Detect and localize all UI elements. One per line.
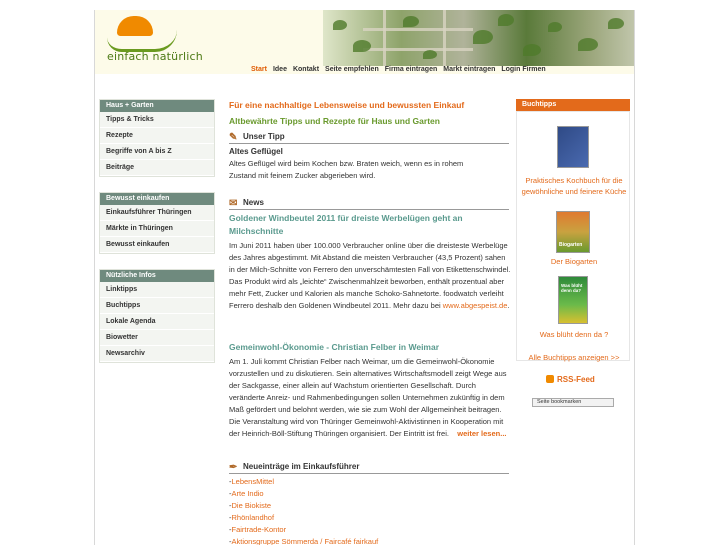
book-caption-kochbuch[interactable]: Praktisches Kochbuch für die gewöhnliche und feinere Küche <box>521 176 627 196</box>
sidebar-item-buchtipps[interactable]: Buchtipps <box>100 298 214 314</box>
logo-swoosh-icon <box>107 30 177 52</box>
book-cover-biogarten[interactable] <box>556 211 590 253</box>
news-icon: ✉ <box>229 198 238 209</box>
tip-text: Altes Geflügel wird beim Kochen bzw. Braten weich, wenn es in rohem Zustand mit feinem Zucker abgerieben wird. <box>229 159 464 180</box>
sidebar-item-biowetter[interactable]: Biowetter <box>100 330 214 346</box>
feather-icon: ✒ <box>229 462 238 473</box>
list-item[interactable]: -Arte Indio <box>229 489 264 498</box>
list-item[interactable]: -Die Biokiste <box>229 501 272 510</box>
top-navigation <box>251 66 546 76</box>
rss-label: RSS-Feed <box>557 375 595 384</box>
tip-title: Altes Geflügel <box>229 147 283 156</box>
sidebar-item-newsarchiv[interactable]: Newsarchiv <box>100 346 214 362</box>
buchtipps-title: Buchtipps <box>516 99 630 111</box>
news-text-gemeinwohl <box>229 356 511 440</box>
page-subheadline: Altbewährte Tipps und Rezepte für Haus und Garten <box>229 116 440 126</box>
entry-link[interactable]: Arte Indio <box>231 489 264 498</box>
all-buchtipps-link[interactable]: Alle Buchtipps anzeigen >> <box>528 353 620 362</box>
rss-icon <box>546 375 554 383</box>
entries-list <box>229 476 511 545</box>
nav-login-firmen[interactable]: Login Firmen <box>501 66 546 73</box>
book-cover-text: Biogarten <box>559 242 583 248</box>
sidebar-item-linktipps[interactable]: Linktipps <box>100 282 214 298</box>
news-section-label: News <box>243 198 264 207</box>
header <box>95 10 635 74</box>
news-text: Im Juni 2011 haben über 100.000 Verbraucher online über die dreisteste Werbelüge des Jahres abgestimmt. Mit Abstand die meisten Verbraucher (43,5 Prozent) sahen in der Milch-Schnitte von Ferrero den unverschämtesten Fall von Etikettenschwindel. Das Produkt wird als „leichte“ Zwischenmahlzeit beworben, enthält prozentual aber mehr Fett, Zucker und Kalorien als manche Schoko-Sahnetorte. foodwatch verleiht Ferrero deshalb den Goldenen Windbeutel 2011. Mehr dazu bei <box>229 241 511 310</box>
news-text-end: . <box>507 301 510 310</box>
nav-idee[interactable]: Idee <box>272 66 287 73</box>
bookmark-button[interactable]: Seite bookmarken <box>532 398 614 407</box>
list-item[interactable]: -LebensMittel <box>229 477 275 486</box>
sidebar-item-tipps-tricks[interactable]: Tipps & Tricks <box>100 112 214 128</box>
list-item[interactable]: -Fairtrade-Kontor <box>229 525 287 534</box>
nav-start[interactable]: Start <box>251 66 267 73</box>
read-more-link[interactable]: weiter lesen... <box>457 429 507 438</box>
entry-link[interactable]: Die Biokiste <box>231 501 272 510</box>
entry-link[interactable]: LebensMittel <box>231 477 275 486</box>
sidebar-box-title: Haus + Garten <box>100 100 214 112</box>
sidebar-box-nuetzliche-infos <box>99 269 215 363</box>
news-section-header <box>229 198 509 210</box>
news-text-windbeutel <box>229 240 511 312</box>
book-cover-text: Was blüht denn da? <box>561 283 583 293</box>
right-column <box>516 99 630 405</box>
header-photo <box>323 10 635 66</box>
tip-section-label: Unser Tipp <box>243 132 285 141</box>
entry-link[interactable]: Fairtrade-Kontor <box>231 525 287 534</box>
buchtipps-box <box>516 111 630 361</box>
entry-link[interactable]: Rhönlandhof <box>231 513 275 522</box>
book-caption-was-blueht[interactable]: Was blüht denn da ? <box>539 330 609 339</box>
logo-text: einfach natürlich <box>107 50 203 63</box>
book-cover-was-blueht[interactable] <box>558 276 588 324</box>
nav-kontakt[interactable]: Kontakt <box>292 66 320 73</box>
sidebar-item-maerkte[interactable]: Märkte in Thüringen <box>100 221 214 237</box>
news-text: Am 1. Juli kommt Christian Felber nach Weimar, um die Gemeinwohl-Ökonomie vorzustellen und zu diskutieren. Sein alternatives Wirtschaftsmodell zeigt Wege aus der Sackgasse, einer allein auf Wachstum orientierten Gesellschaft. Durch veränderte Anreiz- und Rahmenbedingungen sollen Unternehmen zukünftig in dem Maß gefördert und belohnt werden, wie sie zum Wohl der Allgemeinheit beitragen. Die Veranstaltung wird von Thüringer Gemeinwohl-Aktivistinnen in Kooperation mit der Heinrich-Böll-Stiftung Thüringen organisiert. Der Eintritt ist frei. <box>229 357 507 438</box>
sidebar-item-einkaufsfuehrer[interactable]: Einkaufsführer Thüringen <box>100 205 214 221</box>
abgespeist-link[interactable]: www.abgespeist.de <box>442 301 508 310</box>
nav-markt-eintragen[interactable]: Markt eintragen <box>443 66 496 73</box>
sidebar-box-haus-garten <box>99 99 215 177</box>
nav-seite-empfehlen[interactable]: Seite empfehlen <box>325 66 379 73</box>
page-headline: Für eine nachhaltige Lebensweise und bewussten Einkauf <box>229 100 465 110</box>
list-item[interactable]: -Rhönlandhof <box>229 513 275 522</box>
sidebar-item-begriffe[interactable]: Begriffe von A bis Z <box>100 144 214 160</box>
list-item[interactable]: -Aktionsgruppe Sömmerda / Faircafé fairkauf <box>229 537 379 545</box>
entries-section-label: Neueinträge im Einkaufsführer <box>243 462 360 471</box>
sidebar-item-lokale-agenda[interactable]: Lokale Agenda <box>100 314 214 330</box>
sidebar-box-title: Bewusst einkaufen <box>100 193 214 205</box>
rss-feed-link[interactable] <box>546 375 595 384</box>
book-caption-biogarten[interactable]: Der Biogarten <box>550 257 598 266</box>
entries-section-header <box>229 462 509 474</box>
entry-link[interactable]: Aktionsgruppe Sömmerda / Faircafé fairkauf <box>231 537 379 545</box>
sidebar-box-title: Nützliche Infos <box>100 270 214 282</box>
news-title-windbeutel[interactable]: Goldener Windbeutel 2011 für dreiste Werbelügen geht an Milchschnitte <box>229 213 463 236</box>
page <box>94 10 635 545</box>
sidebar-box-bewusst-einkaufen <box>99 192 215 254</box>
nav-firma-eintragen[interactable]: Firma eintragen <box>384 66 438 73</box>
sidebar-item-rezepte[interactable]: Rezepte <box>100 128 214 144</box>
tip-section-header <box>229 132 509 144</box>
news-title-gemeinwohl[interactable]: Gemeinwohl-Ökonomie - Christian Felber in Weimar <box>229 342 440 352</box>
lightbulb-icon: ✎ <box>229 132 238 143</box>
sidebar-item-bewusst-einkaufen[interactable]: Bewusst einkaufen <box>100 237 214 253</box>
book-cover-kochbuch[interactable] <box>557 126 589 168</box>
sidebar-item-beitraege[interactable]: Beiträge <box>100 160 214 176</box>
